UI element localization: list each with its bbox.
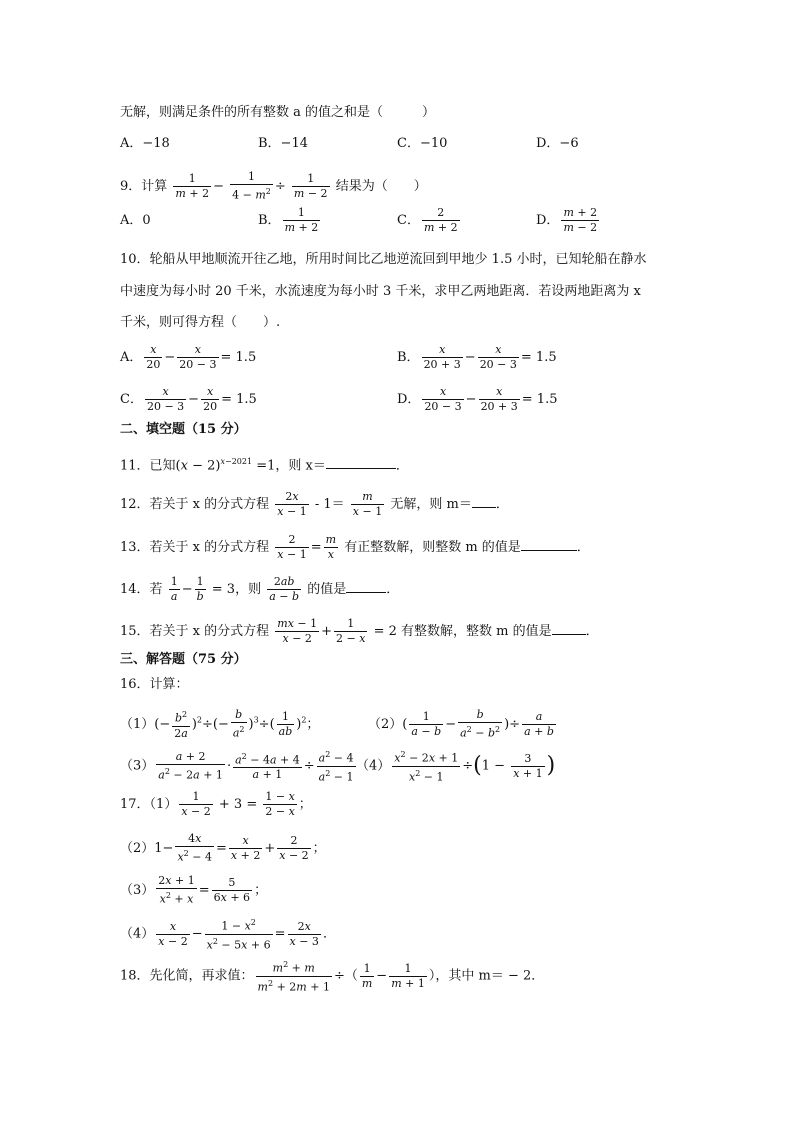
- q9-option-b: B． $\frac{1}{m + 2}$: [258, 206, 319, 234]
- q10-option-c: C． $\frac{x}{20 - 3}$ − $\frac{x}{20}$ = 1.5: [120, 385, 257, 413]
- q9-frac-2: $\frac{1}{4 - m^2}$: [232, 170, 271, 202]
- q9-option-a: A．0: [120, 213, 151, 228]
- q10-option-b: B． $\frac{x}{20 + 3}$ − $\frac{x}{20 - 3}$ = 1.5: [397, 343, 557, 371]
- q8-tail: 无解，则满足条件的所有整数 a 的值之和是（ ）: [120, 105, 436, 120]
- question-11: 11．已知$(x - 2)^{x-2021} =1$，则 x＝ ．: [120, 457, 409, 474]
- q9-option-c: C． $\frac{2}{m + 2}$: [397, 206, 458, 234]
- q16-part-3: （3） $\frac{a + 2}{a^2 - 2a + 1}$ · $\frac{a^2 - 4a + 4}{a + 1}$ ÷ $\frac{a^2 - 4}{a^2 - 1}$: [120, 749, 354, 784]
- question-18: 18．先化简，再求值： $\frac{m^2 + m}{m^2 + 2m + 1}$ ÷（ $\frac{1}{m}$ − $\frac{1}{m + 1}$ ），其中 m＝ − 2．: [120, 960, 545, 994]
- q8-option-c: C．−10: [397, 136, 448, 151]
- q17-part-3: （3） $\frac{2x + 1}{x^2 + x}$ = $\frac{5}{6x + 6}$ ；: [120, 874, 268, 906]
- question-12: 12．若关于 x 的分式方程 $\frac{2x}{x - 1}$ - 1＝ $\frac{m}{x - 1}$ 无解，则 m＝ ．: [120, 490, 509, 518]
- q8-option-d: D．−6: [536, 136, 579, 151]
- question-13: 13．若关于 x 的分式方程 $\frac{2}{x - 1}$ = $\frac{m}{x}$ 有正整数解，则整数 m 的值是 ．: [120, 533, 590, 561]
- q10-option-d: D． $\frac{x}{20 - 3}$ − $\frac{x}{20 + 3}$ = 1.5: [397, 385, 558, 413]
- question-14: 14．若 $\frac{1}{a}$ − $\frac{1}{b}$ = 3，则 $\frac{2ab}{a - b}$ 的值是 ．: [120, 575, 400, 603]
- q9-frac-3: $\frac{1}{m - 2}$: [293, 171, 328, 200]
- q8-option-b: B．−14: [258, 136, 308, 151]
- section-fill-in: 二、填空题（15 分）: [120, 422, 247, 437]
- q9-option-d: D． $\frac{m + 2}{m - 2}$: [536, 206, 598, 234]
- q10-line-3: 千米，则可得方程（ ）.: [120, 315, 281, 330]
- q17-part-2: （2）1− $\frac{4x}{x^2 - 4}$ = $\frac{x}{x + 2}$ + $\frac{2}{x - 2}$ ；: [120, 832, 326, 864]
- section-solve: 三、解答题（75 分）: [120, 652, 247, 667]
- q16-part-4: （4） $\frac{x^2 - 2x + 1}{x^2 - 1}$ ÷(1 − $\frac{3}{x + 1}$ ): [356, 750, 556, 784]
- q10-line-1: 10．轮船从甲地顺流开往乙地，所用时间比乙地逆流回到甲地少 1.5 小时，已知轮船在静水: [120, 252, 647, 267]
- q9-frac-1: $\frac{1}{m + 2}$: [175, 171, 210, 200]
- q10-option-a: A． $\frac{x}{20}$ − $\frac{x}{20 - 3}$ = 1.5: [120, 343, 257, 371]
- q16-part-2: （2）( $\frac{1}{a - b}$ − $\frac{b}{a^2 - b^2}$ )÷ $\frac{a}{a + b}$: [368, 708, 554, 740]
- question-15: 15．若关于 x 的分式方程 $\frac{mx - 1}{x - 2}$ + $\frac{1}{2 - x}$ = 2 有整数解，整数 m 的值是 ．: [120, 617, 599, 645]
- q8-option-a: A．−18: [120, 136, 170, 151]
- q17-part-4: （4） $\frac{x}{x - 2}$ − $\frac{1 - x^2}{x^2 - 5x + 6}$ = $\frac{2x}{x - 3}$ ．: [120, 918, 336, 952]
- question-16: 16．计算：: [120, 677, 189, 692]
- q10-line-2: 中速度为每小时 20 千米，水流速度为每小时 3 千米，求甲乙两地距离．若设两地距离为 x: [120, 284, 641, 299]
- question-9: 9．计算 $\frac{1}{m + 2}$ − $\frac{1}{4 - m^2}$ ÷ $\frac{1}{m - 2}$ 结果为（ ）: [120, 170, 427, 202]
- q16-part-1: （1）(− $\frac{b^2}{2a}$ )$^2$÷(− $\frac{b}{a^2}$ )$^3$÷( $\frac{1}{ab}$ )$^2$；: [120, 708, 320, 740]
- q17-part-1: 17．（1） $\frac{1}{x - 2}$ + 3 = $\frac{1 - x}{2 - x}$ ；: [120, 790, 312, 818]
